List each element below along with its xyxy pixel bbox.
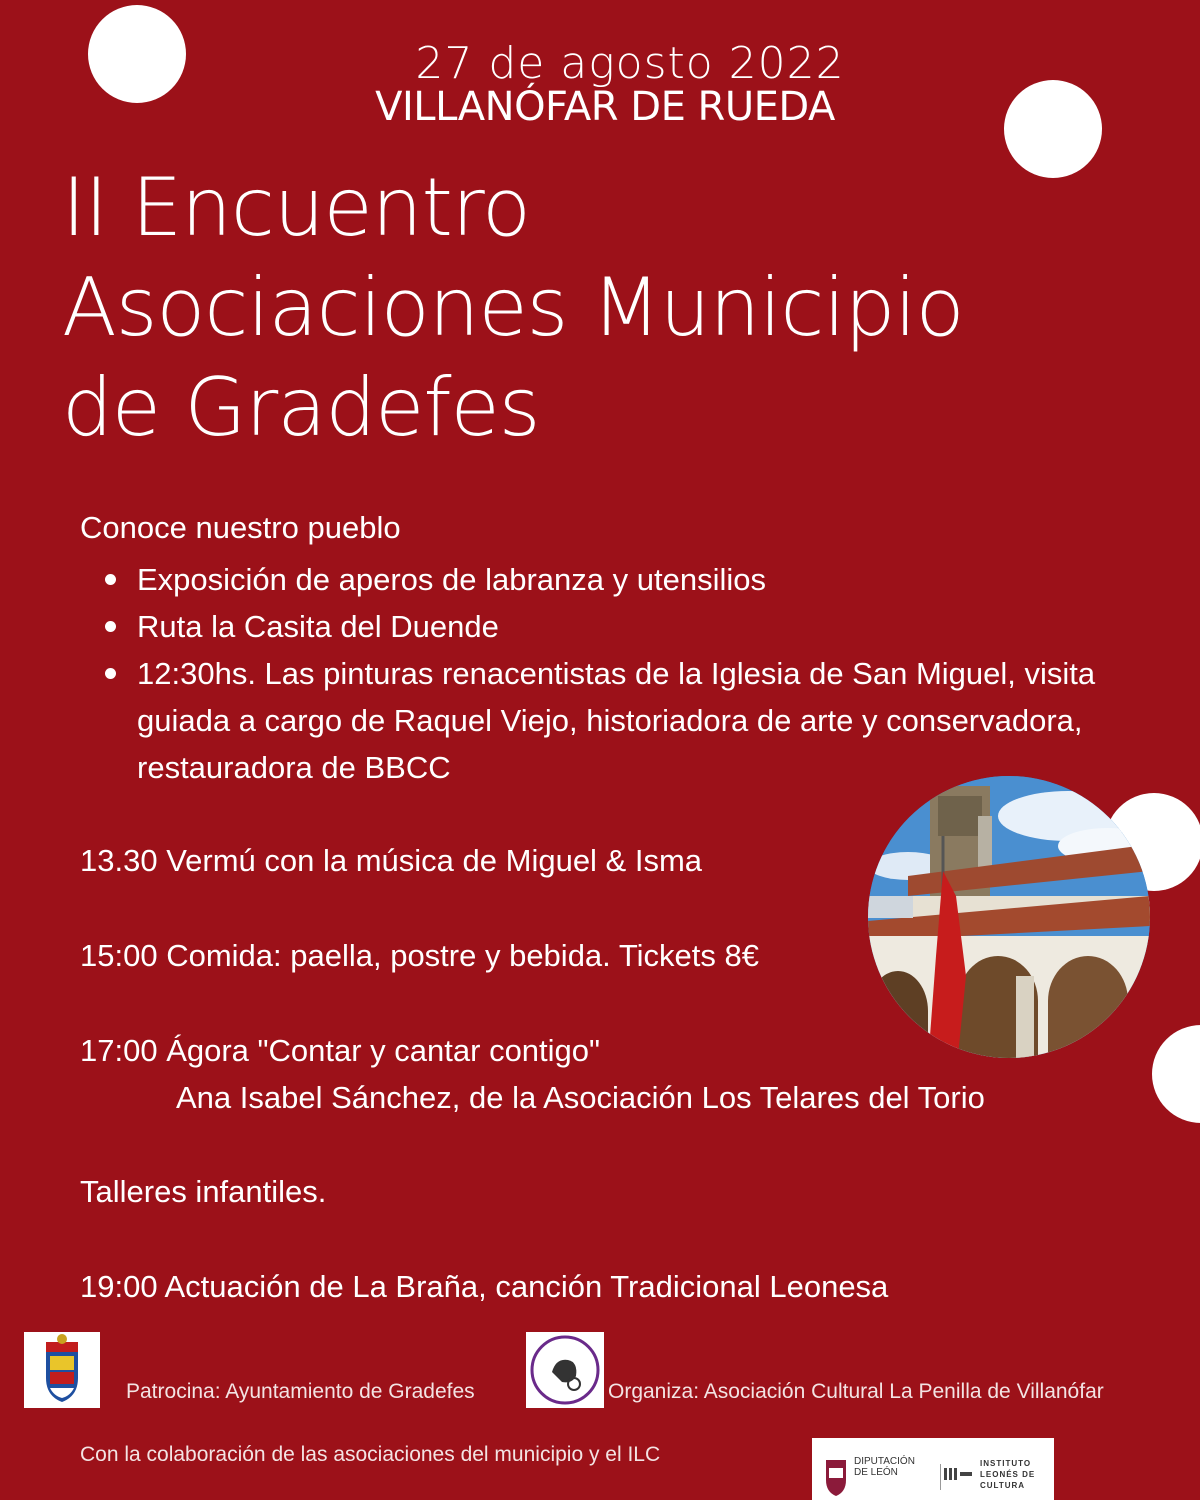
title-line: II Encuentro bbox=[62, 161, 530, 254]
schedule-actuacion: 19:00 Actuación de La Braña, canción Tradicional Leonesa bbox=[80, 1269, 889, 1304]
title-line: Asociaciones Municipio bbox=[62, 261, 964, 354]
list-item-text: Exposición de aperos de labranza y utensilios bbox=[137, 562, 766, 597]
list-item-text: 12:30hs. Las pinturas renacentistas de la Iglesia de San Miguel, visita guiada a cargo de Raquel Viejo, historiadora de arte y conservadora, restauradora de BBCC bbox=[137, 656, 1096, 785]
poster-title bbox=[62, 158, 1062, 458]
diputacion-ilc-logo bbox=[812, 1438, 1054, 1500]
diputacion-text: DIPUTACIÓN DE LEÓN bbox=[854, 1456, 915, 1478]
schedule-vermu: 13.30 Vermú con la música de Miguel & Isma bbox=[80, 843, 703, 878]
schedule-agora: 17:00 Ágora "Contar y cantar contigo" bbox=[80, 1033, 601, 1068]
bullet-icon bbox=[105, 668, 116, 679]
gradefes-coat-of-arms-logo bbox=[24, 1332, 100, 1408]
ilc-text: INSTITUTO LEONÉS DE CULTURA bbox=[980, 1459, 1036, 1490]
list-item-text: Ruta la Casita del Duende bbox=[137, 609, 499, 644]
schedule-agora-speaker: Ana Isabel Sánchez, de la Asociación Los Telares del Torio bbox=[176, 1080, 985, 1115]
list-item bbox=[105, 556, 1105, 603]
organizer-text: Organiza: Asociación Cultural La Penilla de Villanófar bbox=[608, 1380, 1104, 1403]
program-intro: Conoce nuestro pueblo bbox=[80, 510, 401, 545]
collaboration-text: Con la colaboración de las asociaciones del municipio y el ILC bbox=[80, 1443, 661, 1466]
list-item bbox=[105, 603, 1105, 650]
schedule-comida: 15:00 Comida: paella, postre y bebida. Tickets 8€ bbox=[80, 938, 759, 973]
asociacion-cultural-logo bbox=[526, 1332, 604, 1408]
title-line: de Gradefes bbox=[62, 361, 540, 454]
decor-circle bbox=[1152, 1025, 1200, 1123]
bullet-icon bbox=[105, 621, 116, 632]
church-photo bbox=[868, 776, 1150, 1058]
program-bullet-list bbox=[105, 556, 1105, 791]
sponsor-text: Patrocina: Ayuntamiento de Gradefes bbox=[126, 1380, 475, 1403]
list-item bbox=[105, 650, 1105, 791]
schedule-talleres: Talleres infantiles. bbox=[80, 1174, 327, 1209]
event-place: VILLANÓFAR DE RUEDA bbox=[375, 84, 835, 130]
event-date: 27 de agosto 2022 bbox=[415, 38, 845, 89]
bullet-icon bbox=[105, 574, 116, 585]
